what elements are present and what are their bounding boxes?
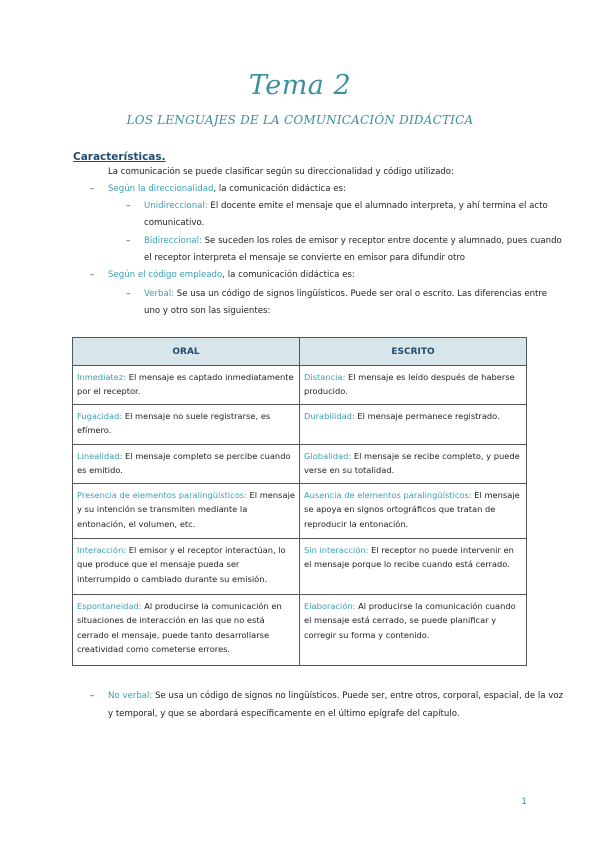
- cell-text: El mensaje y su intención se transmiten mediante la entonación, el volumen, etc.: [77, 490, 295, 529]
- intro-paragraph: La comunicación se puede clasificar según su direccionalidad y código utilizado:: [108, 167, 454, 177]
- oral-escrito-table: [72, 337, 527, 666]
- list-item-verbal: [144, 286, 547, 303]
- cell-label: Inmediatez:: [77, 372, 127, 382]
- cell-text: Al producirse la comunicación cuando el mensaje está cerrado, se puede planificar y corregir su forma y contenido.: [304, 601, 516, 640]
- table-cell: [300, 366, 527, 405]
- cell-text: El receptor no puede intervenir en el mensaje porque lo recibe cuando está cerrado.: [304, 545, 514, 570]
- direccionalidad-text: , la comunicación didáctica es:: [213, 184, 346, 194]
- cell-label: Linealidad:: [77, 451, 123, 461]
- cell-label: Ausencia de elementos paralingüísticos:: [304, 490, 472, 500]
- cell-label: Espontaneidad:: [77, 601, 142, 611]
- bullet-dash: –: [126, 236, 131, 246]
- table-row: [73, 595, 527, 666]
- list-item-codigo: [108, 267, 355, 284]
- list-item-bidireccional: [144, 233, 562, 250]
- codigo-label: Según el código empleado: [108, 270, 223, 280]
- no-verbal-text: Se usa un código de signos no lingüísticos. Puede ser, entre otros, corporal, espacial, de la voz: [152, 691, 564, 701]
- bullet-dash: –: [90, 184, 95, 194]
- cell-label: Fugacidad:: [77, 411, 123, 421]
- cell-text: El mensaje permanece registrado.: [354, 411, 500, 421]
- table-cell: [73, 484, 300, 539]
- table-header-row: [73, 338, 527, 366]
- no-verbal-text-cont: y temporal, y que se abordará específicamente en el último epígrafe del capítulo.: [108, 709, 460, 719]
- table-cell: [300, 484, 527, 539]
- unidireccional-text-cont: comunicativo.: [144, 218, 205, 228]
- direccionalidad-label: Según la direccionalidad: [108, 184, 214, 194]
- unidireccional-text: El docente emite el mensaje que el alumnado interpreta, y ahí termina el acto: [207, 201, 548, 211]
- verbal-label: Verbal:: [144, 289, 175, 299]
- table-row: [73, 445, 527, 484]
- bullet-dash: –: [126, 289, 131, 299]
- verbal-text: Se usa un código de signos lingüísticos. Puede ser oral o escrito. Las diferencias entre: [174, 289, 548, 299]
- table-cell: [300, 595, 527, 666]
- table-row: [73, 539, 527, 595]
- table-cell: [73, 595, 300, 666]
- table-cell: [73, 445, 300, 484]
- table-row: [73, 366, 527, 405]
- cell-text: El emisor y el receptor interactúan, lo que produce que el mensaje pueda ser interrumpido o cambiado durante su emisión.: [77, 545, 286, 584]
- cell-text: El mensaje se recibe completo, y puede verse en su totalidad.: [304, 451, 520, 476]
- header-escrito: ESCRITO: [300, 338, 527, 366]
- verbal-text-cont: uno y otro son las siguientes:: [144, 306, 271, 316]
- page-title: Tema 2: [248, 70, 352, 101]
- bidireccional-text-cont: el receptor interpreta el mensaje se convierte en emisor para difundir otro: [144, 253, 466, 263]
- bullet-dash: –: [90, 691, 95, 701]
- cell-text: El mensaje se apoya en signos ortográficos que tratan de reproducir la entonación.: [304, 490, 520, 529]
- page-subtitle: LOS LENGUAJES DE LA COMUNICACIÓN DIDÁCTICA: [126, 113, 474, 127]
- list-item-direccionalidad: [108, 181, 346, 198]
- list-item-no-verbal: [108, 688, 563, 705]
- cell-label: Elaboración:: [304, 601, 356, 611]
- codigo-text: , la comunicación didáctica es:: [222, 270, 355, 280]
- page-number: 1: [521, 797, 527, 807]
- cell-text: El mensaje completo se percibe cuando es emitido.: [77, 451, 291, 476]
- cell-text: El mensaje es captado inmediatamente por el receptor.: [77, 372, 294, 397]
- table-cell: [73, 366, 300, 405]
- section-heading: Características.: [73, 151, 166, 163]
- table-row: [73, 484, 527, 539]
- table-cell: [300, 445, 527, 484]
- cell-label: Distancia:: [304, 372, 346, 382]
- table-cell: [300, 405, 527, 445]
- table-cell: [73, 539, 300, 595]
- list-item-unidireccional: [144, 198, 548, 215]
- table-row: [73, 405, 527, 445]
- table-cell: [73, 405, 300, 445]
- bullet-dash: –: [90, 270, 95, 280]
- unidireccional-label: Unidireccional:: [144, 201, 208, 211]
- cell-text: Al producirse la comunicación en situaciones de interacción en las que no está cerrado el mensaje, puede tanto desarrollarse creatividad como cometerse errores.: [77, 601, 282, 655]
- cell-label: Sin interacción:: [304, 545, 369, 555]
- cell-text: El mensaje no suele registrarse, es efímero.: [77, 411, 271, 436]
- no-verbal-label: No verbal:: [108, 691, 153, 701]
- cell-label: Globalidad:: [304, 451, 352, 461]
- cell-label: Durabilidad:: [304, 411, 355, 421]
- bidireccional-label: Bidireccional:: [144, 236, 202, 246]
- cell-label: Presencia de elementos paralingüísticos:: [77, 490, 247, 500]
- header-oral: ORAL: [73, 338, 300, 366]
- cell-label: Interacción:: [77, 545, 127, 555]
- bidireccional-text: Se suceden los roles de emisor y receptor entre docente y alumnado, pues cuando: [201, 236, 562, 246]
- cell-text: El mensaje es leído después de haberse producido.: [304, 372, 515, 397]
- table-cell: [300, 539, 527, 595]
- bullet-dash: –: [126, 201, 131, 211]
